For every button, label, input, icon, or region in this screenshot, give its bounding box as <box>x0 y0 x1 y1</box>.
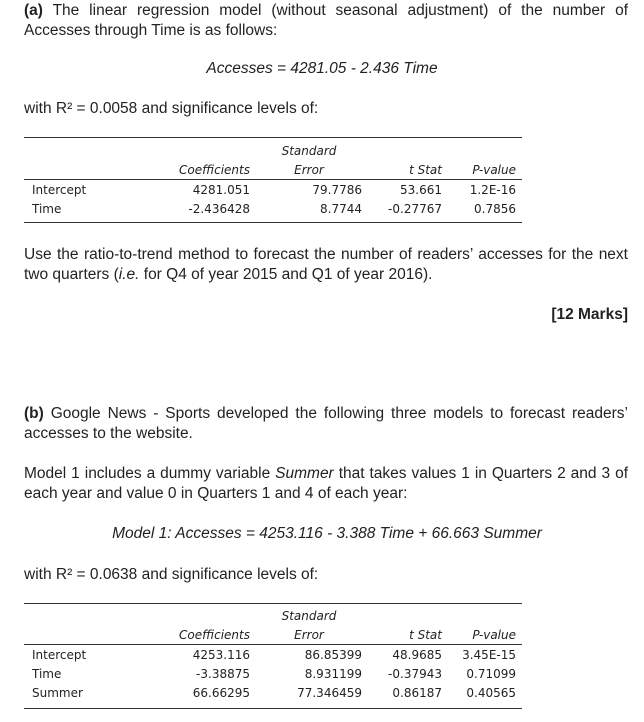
table-header-row <box>24 625 522 645</box>
part-a-table-bottom-rule <box>24 222 522 223</box>
header-coefficients: Coefficients <box>179 162 250 177</box>
part-b-intro <box>24 404 628 444</box>
part-b-r2-line: with R² = 0.0638 and significance levels of: <box>24 566 319 583</box>
header-standard: Standard <box>281 608 337 623</box>
part-b-regression-table <box>24 606 522 702</box>
header-standard: Standard <box>281 143 337 158</box>
table-row: Time -2.436428 8.7744 -0.27767 0.7856 <box>32 201 516 216</box>
part-a-marks: [12 Marks] <box>551 306 628 323</box>
part-a-label: (a) <box>24 2 43 19</box>
header-p-value: P-value <box>472 627 516 642</box>
header-p-value: P-value <box>472 162 516 177</box>
header-error: Error <box>294 162 324 177</box>
part-b-equation: Model 1: Accesses = 4253.116 - 3.388 Time + 66.663 Summer <box>112 525 542 542</box>
part-a-regression-table <box>24 141 522 218</box>
part-a-table-top-rule <box>24 137 522 138</box>
header-error: Error <box>294 627 324 642</box>
part-b-intro-text: Google News - Sports developed the following three models to forecast readers’ accesses to the website. <box>24 405 628 442</box>
table-header-row <box>24 160 522 180</box>
part-b-table-bottom-rule <box>24 708 522 709</box>
part-b-label: (b) <box>24 405 44 422</box>
part-a-intro <box>24 1 628 41</box>
header-t-stat: t Stat <box>409 162 442 177</box>
part-a-equation: Accesses = 4281.05 - 2.436 Time <box>206 60 438 77</box>
part-a-intro-text: The linear regression model (without seasonal adjustment) of the number of Accesses through Time is as follows: <box>24 2 628 39</box>
table-row: Time -3.38875 8.931199 -0.37943 0.71099 <box>32 666 516 681</box>
table-row: Intercept 4253.116 86.85399 48.9685 3.45E-15 <box>24 645 522 665</box>
part-a-task: Use the ratio-to-trend method to forecast the number of readers’ accesses for the next two quarters (i.e. for Q4 of year 2015 and Q1 of year 2016). <box>24 246 628 283</box>
part-b-table-top-rule <box>24 603 522 604</box>
header-coefficients: Coefficients <box>179 627 250 642</box>
table-row: Summer 66.66295 77.346459 0.86187 0.40565 <box>32 685 516 700</box>
table-row: Intercept 4281.051 79.7786 53.661 1.2E-16 <box>24 180 522 200</box>
table-header-top-row <box>24 141 522 160</box>
part-a-r2-line: with R² = 0.0058 and significance levels of: <box>24 100 319 117</box>
part-b-model1-description: Model 1 includes a dummy variable Summer that takes values 1 in Quarters 2 and 3 of each year and value 0 in Quarters 1 and 4 of each year: <box>24 465 628 502</box>
table-header-top-row <box>24 606 522 625</box>
header-t-stat: t Stat <box>409 627 442 642</box>
